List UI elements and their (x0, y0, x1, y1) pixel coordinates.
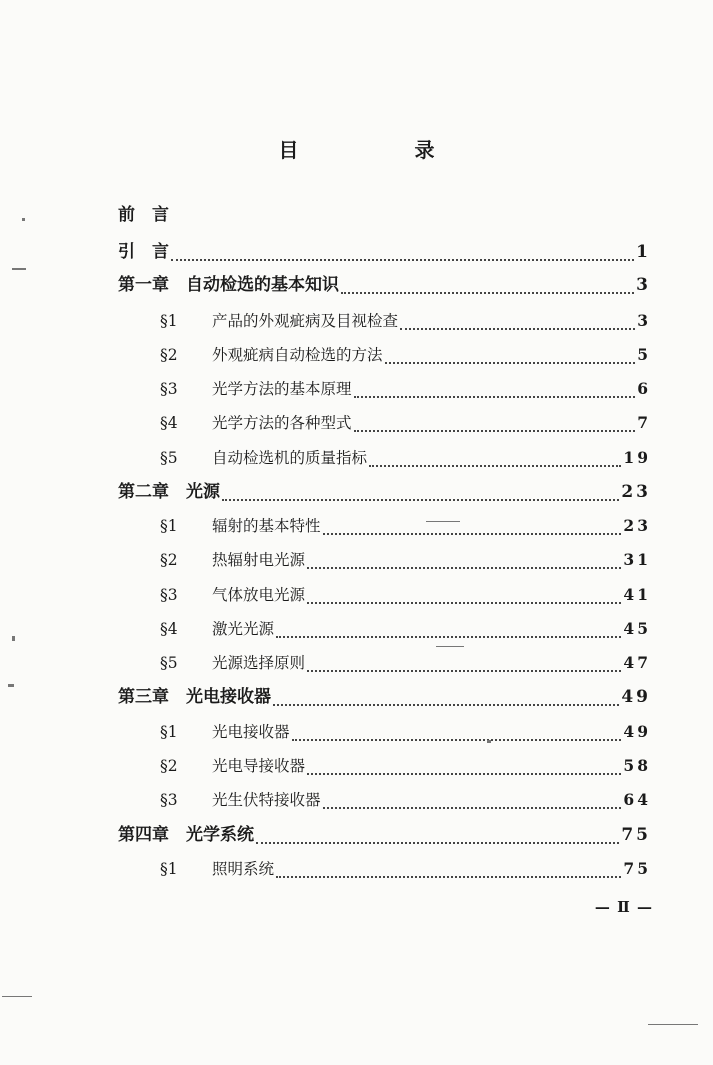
toc-leader-dots (307, 600, 621, 604)
toc-leader-dots (171, 257, 634, 261)
toc-page-number: 47 (623, 653, 651, 672)
toc-section-number: §5 (160, 449, 178, 467)
toc-leader-dots (323, 805, 621, 809)
scan-speck (12, 268, 26, 270)
toc-leader-dots (273, 702, 619, 706)
toc-entry-label: 外观疵病自动检选的方法 (212, 346, 383, 364)
toc-entry-label: 光生伏特接收器 (212, 791, 321, 809)
toc-leader-dots (222, 497, 619, 501)
toc-leader-dots (369, 463, 621, 467)
toc-entry-label: 产品的外观疵病及目视检查 (212, 312, 399, 330)
scan-speck (487, 740, 491, 743)
scan-speck (12, 636, 15, 641)
toc-entry-label: 第二章 光源 (118, 482, 220, 502)
toc-leader-dots (276, 874, 621, 878)
toc-entry-label: 光电接收器 (212, 723, 290, 741)
toc-entry (0, 682, 713, 712)
toc-entry-label: 第三章 光电接收器 (118, 687, 271, 707)
toc-entry (0, 237, 713, 267)
toc-section-number: §5 (160, 654, 178, 672)
toc-entry-label: 第一章 自动检选的基本知识 (118, 275, 339, 295)
toc-page-number: 31 (623, 550, 651, 569)
toc-page-number: 23 (621, 482, 651, 502)
toc-entry (0, 270, 713, 300)
toc-section-number: §2 (160, 346, 178, 364)
toc-entry (0, 717, 713, 747)
toc-leader-dots (385, 360, 635, 364)
toc-page-number: 75 (621, 825, 651, 845)
toc-section-number: §2 (160, 757, 178, 775)
toc-section-number: §1 (160, 517, 178, 535)
toc-leader-dots (292, 737, 621, 741)
toc-entry-label: 光电导接收器 (212, 757, 306, 775)
toc-page-number: 6 (637, 379, 651, 398)
toc-page-number: 5 (637, 345, 651, 364)
toc-entry-label: 第四章 光学系统 (118, 825, 254, 845)
toc-entry-label: 前 言 (118, 205, 169, 225)
toc-leader-dots (323, 531, 621, 535)
toc-entry-label: 光学方法的基本原理 (212, 380, 352, 398)
toc-leader-dots (354, 394, 635, 398)
scan-speck (22, 218, 25, 221)
toc-page-number: 41 (623, 585, 651, 604)
toc-page-number: 3 (636, 275, 651, 295)
scan-speck (648, 1024, 698, 1025)
toc-entry (0, 477, 713, 507)
toc-leader-dots (256, 840, 619, 844)
toc-page-number: 7 (637, 413, 651, 432)
toc-section-number: §3 (160, 586, 178, 604)
toc-entry (0, 408, 713, 438)
toc-entry-label: 热辐射电光源 (212, 551, 306, 569)
toc-page-number: 19 (623, 448, 651, 467)
toc-section-number: §3 (160, 380, 178, 398)
toc-entry-label: 激光光源 (212, 620, 275, 638)
toc-leader-dots (354, 428, 635, 432)
toc-entry-label: 引 言 (118, 242, 169, 262)
toc-entry (0, 614, 713, 644)
scan-speck (436, 646, 464, 647)
toc-page-number: 58 (623, 756, 651, 775)
toc-entry-label: 气体放电光源 (212, 586, 306, 604)
toc-entry-label: 光学方法的各种型式 (212, 414, 352, 432)
toc-entry (0, 374, 713, 404)
toc-entry-label: 光源选择原则 (212, 654, 306, 672)
toc-entry (0, 580, 713, 610)
toc-entry-label: 照明系统 (212, 860, 275, 878)
toc-leader-dots (400, 326, 635, 330)
toc-section-number: §4 (160, 414, 178, 432)
toc-leader-dots (307, 668, 621, 672)
toc-entry (0, 200, 713, 230)
toc-page-number: 75 (623, 859, 651, 878)
toc-entry (0, 785, 713, 815)
toc-leader-dots (276, 634, 621, 638)
toc-page-number: 64 (623, 790, 651, 809)
toc-entry (0, 820, 713, 850)
page-number-footer: — Ⅱ — (594, 898, 653, 916)
toc-entry (0, 545, 713, 575)
toc-page-number: 3 (637, 311, 651, 330)
toc-section-number: §1 (160, 723, 178, 741)
toc-leader-dots (307, 565, 621, 569)
toc-entry (0, 306, 713, 336)
toc-entry (0, 648, 713, 678)
toc-page-number: 1 (636, 242, 651, 262)
toc-page-number: 45 (623, 619, 651, 638)
toc-entry (0, 511, 713, 541)
scan-speck (426, 521, 460, 522)
toc-entry (0, 751, 713, 781)
toc-page-number: 49 (621, 687, 651, 707)
toc-section-number: §3 (160, 791, 178, 809)
toc-leader-dots (341, 290, 634, 294)
toc-section-number: §1 (160, 312, 178, 330)
scan-speck (2, 996, 32, 997)
toc-entry (0, 443, 713, 473)
toc-page-number: 23 (623, 516, 651, 535)
toc-section-number: §1 (160, 860, 178, 878)
toc-section-number: §2 (160, 551, 178, 569)
toc-entry-label: 自动检选机的质量指标 (212, 449, 368, 467)
toc-entry (0, 854, 713, 884)
toc-entry-label: 辐射的基本特性 (212, 517, 321, 535)
toc-entry (0, 340, 713, 370)
toc-section-number: §4 (160, 620, 178, 638)
scan-speck (8, 684, 14, 687)
toc-leader-dots (307, 771, 621, 775)
toc-page-number: 49 (623, 722, 651, 741)
toc-title: 目 录 (278, 138, 483, 162)
